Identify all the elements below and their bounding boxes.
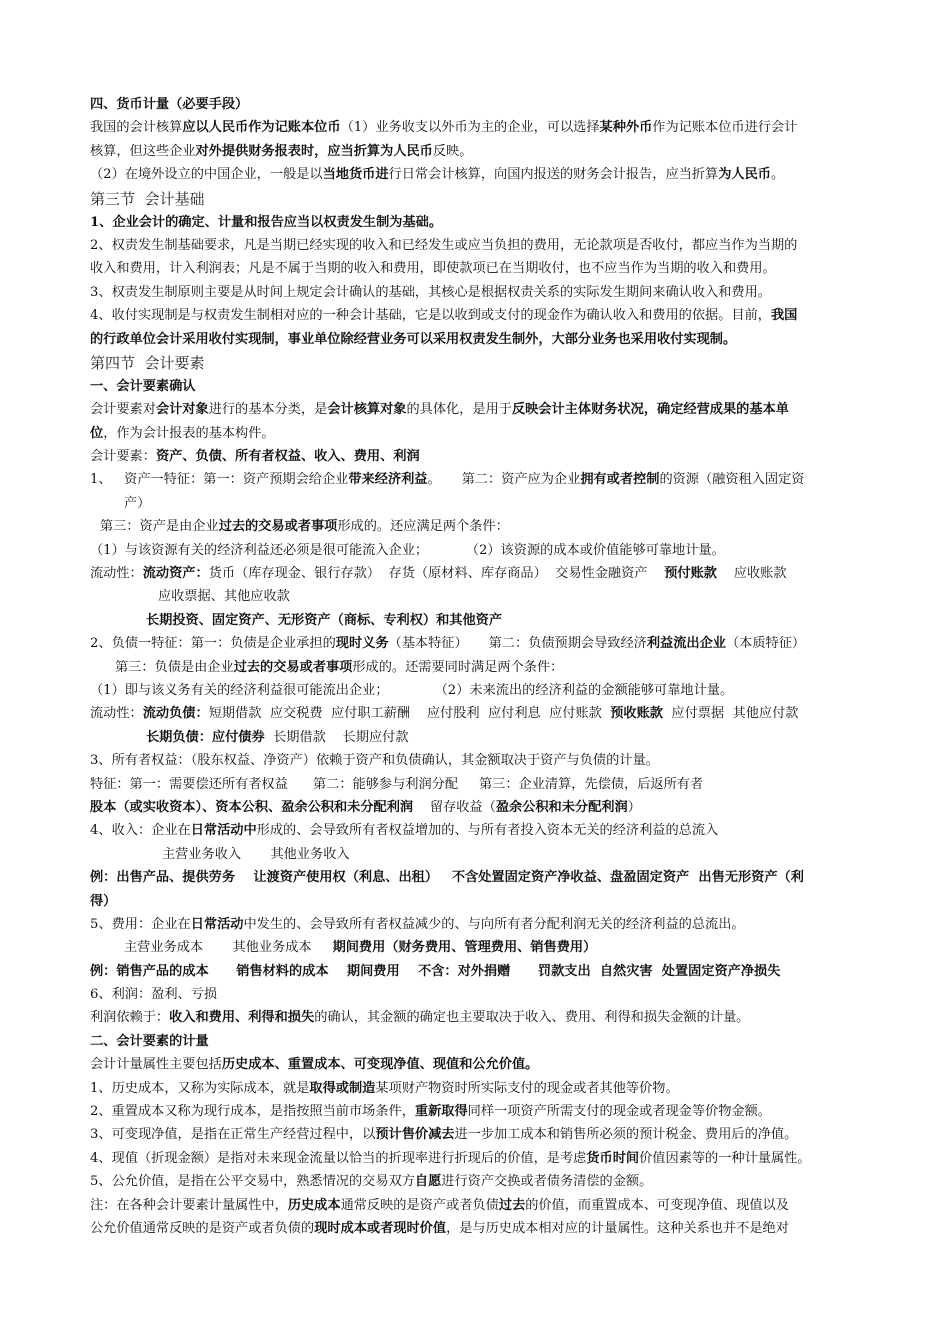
text-span: ，作为会计报表的基本构件。	[103, 425, 275, 441]
bold-text: 为人民币	[718, 167, 771, 183]
text-line	[90, 585, 865, 608]
text-span: 进行资产交换或者债务清偿的金额。	[441, 1174, 653, 1190]
text-span: 主营业务成本 其他业务成本	[124, 940, 333, 956]
text-span: 形成的。还应满足两个条件：	[337, 519, 509, 535]
text-line	[90, 211, 865, 234]
bold-text: 我国	[770, 308, 798, 324]
text-line	[90, 749, 865, 772]
bold-text: 对外提供财务报表时，应当折算为人民币	[195, 143, 433, 159]
bold-text: 取得或制造	[309, 1080, 376, 1096]
text-span: 的价值，而重置成本、可变现净值、现值以及	[525, 1197, 789, 1213]
text-line	[90, 1006, 865, 1029]
bold-text: 得）	[90, 893, 117, 909]
text-span: 1、历史成本，又称为实际成本，就是	[90, 1080, 310, 1096]
text-span: （1）即与该义务有关的经济利益很可能流出企业； （2）未来流出的经济利益的金额能够可靠地计量。	[90, 682, 734, 698]
text-span: 。 第二：资产应为企业	[427, 472, 581, 488]
bold-text: 过去的交易或者事项	[218, 519, 338, 535]
subsection-heading	[90, 1030, 865, 1053]
bold-text: 当地货币进	[322, 167, 389, 183]
text-line	[90, 328, 865, 351]
text-span: 同样一项资产所需支付的现金或者现金等价物金额。	[467, 1104, 771, 1120]
text-span: 某项财产物资时所实际支付的现金或者其他等价物。	[375, 1080, 679, 1096]
bold-text: 一、会计要素确认	[90, 378, 196, 394]
text-line	[90, 632, 865, 655]
text-span: 价值因素等的一种计量属性。	[639, 1150, 811, 1166]
text-span: 5、费用：企业在	[90, 916, 191, 932]
text-line	[90, 726, 865, 749]
text-span: 流动性：	[90, 566, 143, 582]
text-span: 核算，但这些企业	[90, 143, 196, 159]
text-span: 中发生的、会导致所有者权益减少的、与向所有者分配利润无关的经济利益的总流出。	[243, 916, 745, 932]
text-line	[90, 234, 865, 257]
text-span: 留存收益（	[413, 799, 496, 815]
text-span: 。	[770, 167, 785, 183]
text-span: 作为记账本位币进行会计	[652, 120, 798, 136]
text-line	[90, 140, 865, 163]
text-line	[90, 936, 865, 959]
text-span: 的具体化，是用于	[406, 402, 512, 418]
text-span: 会计要素：	[90, 449, 156, 465]
text-span: （1）业务收支以外币为主的企业，可以选择	[340, 120, 600, 136]
text-line	[90, 445, 865, 468]
bold-text: 长期投资、固定资产、无形资产（商标、专利权）和其他资产	[146, 612, 503, 628]
text-span: 6、利润：盈利、亏损	[90, 987, 218, 1003]
bold-text: 历史成本	[287, 1197, 341, 1213]
text-span: （1）与该资源有关的经济利益还必须是很可能流入企业； （2）该资源的成本或价值能够可靠地计量。	[90, 542, 725, 558]
bold-text: 的行政单位会计采用收付实现制，事业单位除经营业务可以采用权责发生制外，大部分业务也采用收付实现制。	[90, 331, 737, 347]
bold-text: 例：销售产品的成本 销售材料的成本 期间费用 不含：对外捐赠 罚款支出 自然灾害 处置固定资产净损失	[90, 963, 781, 979]
bold-text: 1、企业会计的确定、计量和报告应当以权责发生制为基础。	[90, 214, 443, 230]
subsection-heading	[90, 93, 865, 116]
text-span: 特征：第一：需要偿还所有者权益 第二：能够参与利润分配 第三：企业清算，先偿债，后返所有者	[90, 776, 704, 792]
text-line	[90, 983, 865, 1006]
text-line	[90, 609, 865, 632]
text-line	[90, 843, 865, 866]
text-line	[90, 1053, 865, 1076]
text-span: （基本特征） 第二：负债预期会导致经济	[388, 636, 647, 652]
text-span: 3、可变现净值，是指在正常生产经营过程中，以	[90, 1127, 376, 1143]
bold-text: 股本（或实收资本）、资本公积、盈余公积和未分配利润	[90, 799, 414, 815]
text-line	[90, 398, 865, 421]
bold-text: 流动资产：	[142, 566, 209, 582]
text-span: 4、收入：企业在	[90, 823, 191, 839]
document-page	[90, 93, 865, 1240]
bold-text: 会计对象	[155, 402, 209, 418]
text-line	[90, 656, 865, 679]
text-span: 4、现值（折现金额）是指对未来现金流量以恰当的折现率进行折现后的价值，是考虑	[90, 1150, 587, 1166]
bold-text: 带来经济利益	[348, 472, 428, 488]
bold-text: 过去	[498, 1197, 526, 1213]
text-span: 1、 资产一特征：第一：资产预期会给企业	[90, 472, 349, 488]
text-span: （本质特征）	[725, 636, 806, 652]
text-span: （2）在境外设立的中国企业，一般是以	[90, 167, 323, 183]
subsection-heading	[90, 375, 865, 398]
text-span: 会计计量属性主要包括	[90, 1057, 222, 1073]
text-span: 会计要素对	[90, 402, 156, 418]
bold-text: 日常活动中	[190, 823, 257, 839]
bold-text: 重新取得	[414, 1104, 468, 1120]
section-heading	[90, 187, 865, 211]
text-line	[90, 515, 865, 538]
text-span: 2、负债一特征：第一：负债是企业承担的	[90, 636, 336, 652]
bold-text: 现时义务	[335, 636, 389, 652]
bold-text: 自愿	[414, 1174, 442, 1190]
bold-text: 应以人民币作为记账本位币	[182, 120, 341, 136]
bold-text: 资产、负债、所有者权益、收入、费用、利润	[155, 449, 420, 465]
text-span: 2、重置成本又称为现行成本，是指按照当前市场条件，	[90, 1104, 415, 1120]
text-line	[90, 679, 865, 702]
text-line	[90, 1170, 865, 1193]
text-span: 利润依赖于：	[90, 1010, 170, 1026]
text-line	[90, 796, 865, 819]
bold-text: 会计核算对象	[327, 402, 407, 418]
bold-text: 现时成本或者现时价值	[314, 1220, 447, 1236]
text-span: 流动性：	[90, 706, 143, 722]
text-span: 货币（库存现金、银行存款） 存货（原材料、库存商品） 交易性金融资产	[208, 566, 665, 582]
text-line	[90, 468, 865, 491]
bold-text: 历史成本、重置成本、可变现净值、现值和公允价值。	[221, 1057, 539, 1073]
bold-text: 四、货币计量（必要手段）	[90, 97, 249, 112]
bold-text: 二、会计要素的计量	[90, 1033, 209, 1049]
text-span: 5、公允价值，是指在公平交易中，熟悉情况的交易双方	[90, 1174, 415, 1190]
text-line	[90, 866, 865, 889]
text-line	[90, 163, 865, 186]
text-span: 收入和费用，计入利润表；凡是不属于当期的收入和费用，即使款项已在当期收付，也不应当作为当期的收入和费用。	[90, 261, 776, 277]
bold-text: 利益流出企业	[646, 636, 726, 652]
text-line	[90, 1217, 865, 1240]
text-line	[90, 1194, 865, 1217]
bold-text: 货币时间	[586, 1150, 640, 1166]
text-span: 主营业务收入 其他业务收入	[162, 846, 350, 862]
text-span: 我国的会计核算	[90, 120, 183, 136]
text-span: 公允价值通常反映的是资产或者负债的	[90, 1220, 315, 1236]
bold-text: 过去的交易或者事项	[233, 659, 353, 675]
text-line	[90, 1077, 865, 1100]
text-span: 3、所有者权益：（股东权益、净资产）依赖于资产和负债确认，其金额取决于资产与负债的计量。	[90, 753, 659, 769]
text-span: 应收票据、其他应收款	[158, 589, 290, 605]
text-span: 通常反映的是资产或者负债	[340, 1197, 499, 1213]
bold-text: 位	[90, 425, 104, 441]
text-line	[90, 960, 865, 983]
text-line	[90, 1100, 865, 1123]
text-span: 第三节 会计基础	[90, 189, 205, 208]
bold-text: 长期负债：应付债券	[146, 729, 265, 745]
bold-text: 预付账款	[664, 566, 717, 582]
text-line	[90, 116, 865, 139]
text-line	[90, 1123, 865, 1146]
text-line	[90, 1147, 865, 1170]
text-span: 产）	[124, 495, 151, 511]
section-heading	[90, 351, 865, 375]
text-line	[90, 422, 865, 445]
bold-text: 日常活动	[190, 916, 244, 932]
text-span: 形成的、会导致所有者权益增加的、与所有者投入资本无关的经济利益的总流入	[256, 823, 719, 839]
text-span: ）	[627, 799, 641, 815]
text-span: 应付票据 其他应付款	[663, 706, 799, 722]
text-span: 反映。	[432, 143, 473, 159]
text-span: 形成的。还需要同时满足两个条件：	[352, 659, 564, 675]
text-line	[90, 281, 865, 304]
bold-text: 例：出售产品、提供劳务 让渡资产使用权（利息、出租） 不含处置固定资产净收益、盘盈固定资产 出售无形资产（利	[90, 870, 804, 886]
text-span: 的资源（融资租入固定资	[659, 472, 805, 488]
bold-text: 反映会计主体财务状况，确定经营成果的基本单	[512, 402, 789, 418]
text-line	[90, 257, 865, 280]
text-span: ，是与历史成本相对应的计量属性。这种关系也并不是绝对	[446, 1220, 789, 1236]
bold-text: 拥有或者控制	[580, 472, 660, 488]
text-span: 短期借款 应交税费 应付职工薪酬 应付股利 应付利息 应付账款	[208, 706, 611, 722]
text-line	[90, 539, 865, 562]
text-span: 第三：资产是由企业	[100, 519, 219, 535]
text-line	[90, 890, 865, 913]
text-line	[90, 562, 865, 585]
text-span: 进一步加工成本和销售所必须的预计税金、费用后的净值。	[454, 1127, 798, 1143]
bold-text: 预收账款	[610, 706, 663, 722]
text-span: 第四节 会计要素	[90, 353, 205, 372]
bold-text: 流动负债：	[142, 706, 209, 722]
text-line	[90, 702, 865, 725]
bold-text: 盈余公积和未分配利润	[495, 799, 628, 815]
text-line	[90, 773, 865, 796]
text-span: 3、权责发生制原则主要是从时间上规定会计确认的基础，其核心是根据权责关系的实际发生期间来确认收入和费用。	[90, 284, 771, 300]
text-span: 的确认，其金额的确定也主要取决于收入、费用、利得和损失金额的计量。	[314, 1010, 750, 1026]
text-line	[90, 819, 865, 842]
text-span: 长期借款 长期应付款	[264, 729, 409, 745]
bold-text: 某种外币	[599, 120, 653, 136]
bold-text: 收入和费用、利得和损失	[169, 1010, 315, 1026]
text-span: 行日常会计核算，向国内报送的财务会计报告，应当折算	[388, 167, 719, 183]
bold-text: 期间费用（财务费用、管理费用、销售费用）	[332, 940, 597, 956]
text-span: 进行的基本分类，是	[208, 402, 328, 418]
text-span: 应收账款	[716, 566, 787, 582]
text-span: 4、收付实现制是与权责发生制相对应的一种会计基础，它是以收到或支付的现金作为确认收入和费用的依据。目前，	[90, 308, 771, 324]
text-span: 2、权责发生制基础要求，凡是当期已经实现的收入和已经发生或应当负担的费用，无论款项是否收付，都应当作为当期的	[90, 237, 798, 253]
text-span: 第三：负债是由企业	[115, 659, 234, 675]
text-span: 注：在各种会计要素计量属性中，	[90, 1197, 288, 1213]
text-line	[90, 304, 865, 327]
text-line	[90, 913, 865, 936]
bold-text: 预计售价减去	[375, 1127, 455, 1143]
text-line	[90, 492, 865, 515]
